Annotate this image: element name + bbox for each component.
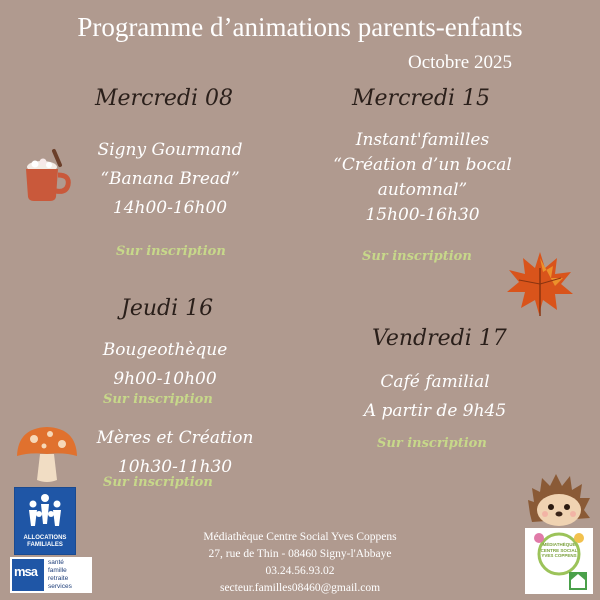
event-day-mercredi-08: Mercredi 08 bbox=[95, 86, 234, 111]
registration-note: Sur inscription bbox=[103, 475, 213, 490]
msa-words: santé famille retraite services bbox=[48, 559, 72, 590]
footer-line: 27, rue de Thin - 08460 Signy-l'Abbaye bbox=[208, 548, 392, 560]
cocoa-mug-icon bbox=[20, 143, 72, 205]
event-line: Mères et Création bbox=[96, 428, 254, 448]
event-details bbox=[60, 136, 280, 223]
caf-logo bbox=[14, 487, 76, 555]
family-figures-icon bbox=[15, 488, 75, 534]
event-details bbox=[340, 368, 530, 426]
mediatheque-label: MÉDIATHÈQUE CENTRE SOCIAL YVES COPPENS bbox=[540, 542, 578, 558]
mediatheque-logo bbox=[525, 528, 593, 594]
msa-logo bbox=[10, 557, 92, 593]
event-line: automnal” bbox=[377, 180, 468, 200]
event-line: Bougeothèque bbox=[102, 340, 228, 360]
event-line: 14h00-16h00 bbox=[112, 198, 228, 218]
event-details bbox=[60, 336, 270, 394]
event-line: A partir de 9h45 bbox=[363, 401, 507, 421]
msa-letters: msa bbox=[14, 564, 38, 579]
registration-note: Sur inscription bbox=[377, 436, 487, 451]
event-line: Instant'familles bbox=[355, 130, 490, 150]
footer-line: Médiathèque Centre Social Yves Coppens bbox=[203, 531, 397, 543]
event-day-mercredi-15: Mercredi 15 bbox=[352, 86, 491, 111]
caf-label: ALLOCATIONS FAMILIALES bbox=[23, 535, 67, 548]
event-line: 10h30-11h30 bbox=[117, 457, 233, 477]
hedgehog-icon bbox=[524, 470, 594, 528]
page-title: Programme d’animations parents-enfants bbox=[77, 12, 523, 42]
event-line: Café familial bbox=[380, 372, 490, 392]
event-day-vendredi-17: Vendredi 17 bbox=[372, 326, 507, 351]
event-details-second bbox=[60, 424, 290, 482]
footer-phone: 03.24.56.93.02 bbox=[265, 565, 335, 577]
event-line: “Création d’un bocal bbox=[333, 155, 512, 175]
event-line: “Banana Bread” bbox=[100, 169, 240, 189]
event-day-jeudi-16: Jeudi 16 bbox=[121, 296, 214, 321]
event-line: 9h00-10h00 bbox=[113, 369, 217, 389]
event-details bbox=[310, 128, 535, 228]
autumn-leaf-icon bbox=[505, 248, 575, 318]
event-line: 15h00-16h30 bbox=[365, 205, 480, 225]
mushroom-icon bbox=[14, 424, 80, 484]
page-subtitle: Octobre 2025 bbox=[408, 52, 512, 73]
footer-address bbox=[150, 529, 450, 597]
event-line: Signy Gourmand bbox=[97, 140, 243, 160]
registration-note: Sur inscription bbox=[103, 392, 213, 407]
registration-note: Sur inscription bbox=[362, 249, 472, 264]
footer-email: secteur.familles08460@gmail.com bbox=[219, 582, 381, 594]
registration-note: Sur inscription bbox=[116, 244, 226, 259]
